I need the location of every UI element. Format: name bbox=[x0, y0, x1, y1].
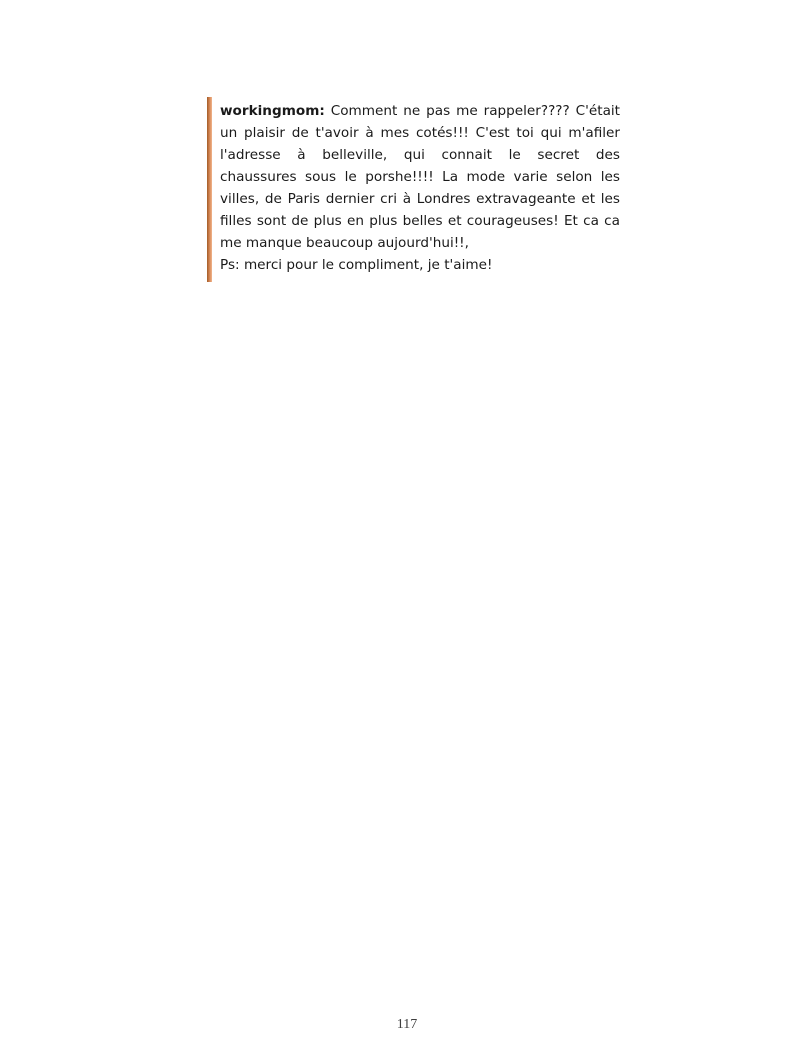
quote-author: workingmom: bbox=[220, 103, 325, 119]
quote-left-border bbox=[207, 97, 212, 282]
quote-line: filles sont de plus en plus belles et courageuses! Et ca ca bbox=[220, 213, 620, 229]
quote-line: me manque beaucoup aujourd'hui!!, bbox=[220, 235, 469, 251]
quote-line: Ps: merci pour le compliment, je t'aime! bbox=[220, 257, 493, 273]
quote-text: Comment ne pas me rappeler???? C'était bbox=[330, 103, 620, 119]
forum-quote-block bbox=[207, 97, 620, 282]
quote-line: chaussures sous le porshe!!!! La mode varie selon les bbox=[220, 169, 620, 185]
page-number: 117 bbox=[396, 1017, 418, 1032]
quote-line: un plaisir de t'avoir à mes cotés!!! C'est toi qui m'afiler bbox=[220, 125, 620, 141]
quote-line: l'adresse à belleville, qui connait le secret des bbox=[220, 147, 620, 163]
quote-line: villes, de Paris dernier cri à Londres extravageante et les bbox=[220, 191, 620, 207]
quote-line bbox=[220, 100, 620, 122]
